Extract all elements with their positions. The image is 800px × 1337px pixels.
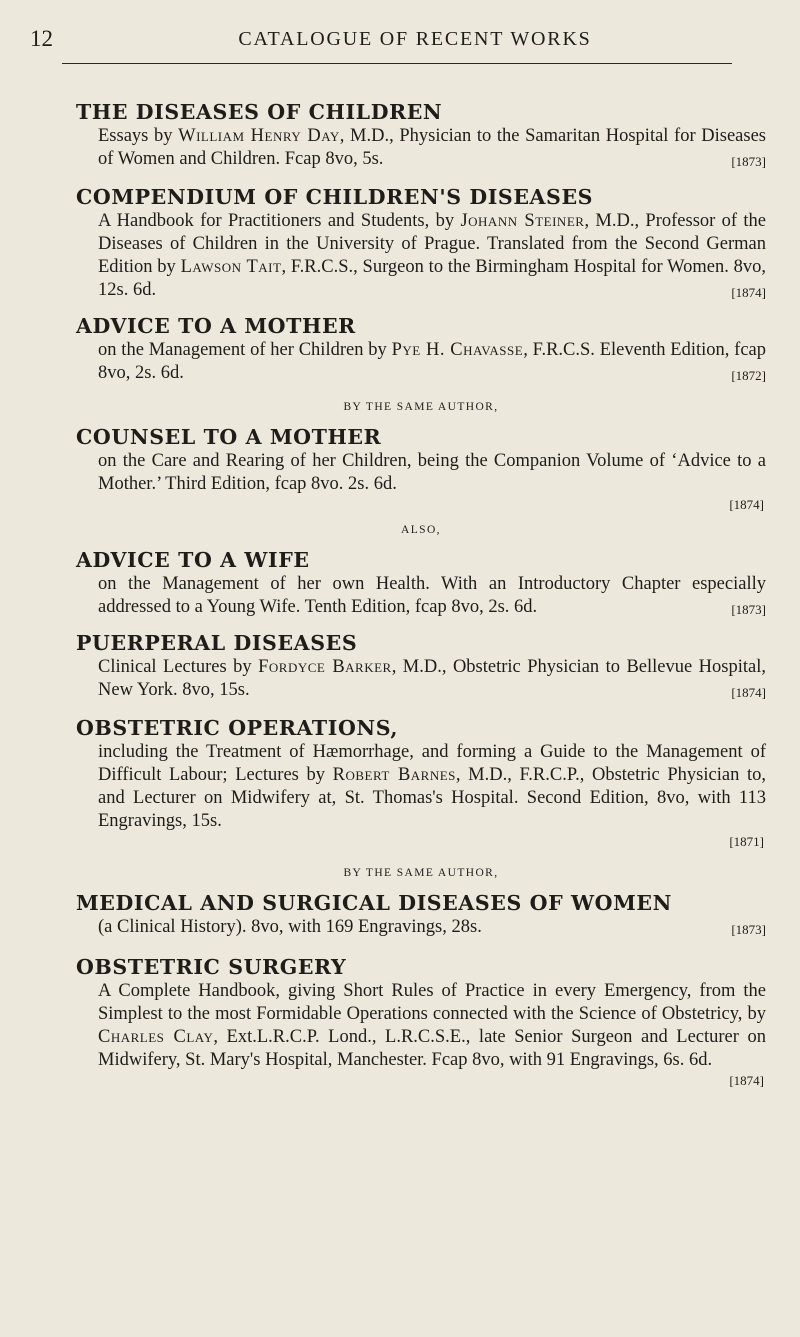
- entry-description: [76, 573, 766, 619]
- entry-title: COMPENDIUM OF CHILDREN'S DISEASES: [76, 185, 594, 209]
- entry-description: [76, 450, 766, 496]
- entry-description: [76, 339, 766, 385]
- entry-text: (a Clinical History). 8vo, with 169 Engravings, 28s.: [98, 917, 482, 937]
- running-head: [0, 26, 800, 56]
- entry-year: [1873]: [731, 154, 766, 169]
- entry-title: PUERPERAL DISEASES: [76, 631, 358, 655]
- entry-year: [1872]: [731, 368, 766, 383]
- entry-description: [76, 741, 766, 833]
- entry-text: , F.R.C.S. Eleventh Edition, fcap 8vo, 2s. 6d.: [98, 340, 767, 383]
- catalogue-entry: [76, 100, 766, 171]
- entry-text: , M.D., F.R.C.P., Obstetric Physician to, and Lecturer on Midwifery at, St. Thomas's Hospital. Second Edition, 8vo, with 113 Engravings, 15s.: [98, 765, 766, 831]
- page-number: 12: [30, 26, 53, 51]
- entry-translator: Lawson Tait: [180, 257, 282, 277]
- catalogue-entry: [76, 716, 766, 851]
- entry-text: , M.D., Obstetric Physician to Bellevue Hospital, New York. 8vo, 15s.: [98, 657, 766, 700]
- also-label: ALSO,: [401, 524, 441, 536]
- entry-year: [1874]: [731, 285, 766, 300]
- entry-description: [76, 916, 766, 939]
- by-same-author-label: BY THE SAME AUTHOR,: [343, 867, 499, 879]
- entry-year: [1873]: [731, 922, 766, 937]
- entry-title: OBSTETRIC OPERATIONS,: [76, 716, 399, 740]
- entry-text: on the Management of her Children by: [98, 340, 392, 360]
- entry-text: , Ext.L.R.C.P. Lond., L.R.C.S.E., late Senior Surgeon and Lecturer on Midwifery, St. Mary's Hospital, Manchester. Fcap 8vo, with 91 Engravings, 6s. 6d.: [98, 1027, 766, 1070]
- entry-description: [76, 656, 766, 702]
- header-rule: [62, 63, 732, 64]
- running-title: CATALOGUE OF RECENT WORKS: [238, 28, 592, 50]
- entry-text: A Complete Handbook, giving Short Rules of Practice in every Emergency, from the Simplest to the most Formidable Operations connected with the Science of Obstetricy, by: [98, 981, 766, 1024]
- entry-author: Charles Clay: [98, 1027, 214, 1047]
- entry-description: [76, 980, 766, 1072]
- entry-year: [1873]: [731, 602, 766, 617]
- entry-author: Fordyce Barker: [258, 657, 392, 677]
- entry-author: Pye H. Chavasse: [391, 340, 524, 360]
- entry-author: William Henry Day: [178, 126, 340, 146]
- entry-text: Clinical Lectures by: [98, 657, 259, 677]
- entry-text: on the Care and Rearing of her Children, being the Companion Volume of ‘Advice to a Mother.’ Third Edition, fcap 8vo. 2s. 6d.: [98, 451, 766, 494]
- entry-text: on the Management of her own Health. With an Introductory Chapter especially addressed to a Young Wife. Tenth Edition, fcap 8vo, 2s. 6d.: [98, 574, 766, 617]
- entry-title: THE DISEASES OF CHILDREN: [76, 100, 443, 124]
- entry-title: ADVICE TO A MOTHER: [76, 314, 356, 338]
- entry-text: Essays by: [98, 126, 179, 146]
- entry-description: [76, 125, 766, 171]
- entry-text: , F.R.C.S., Surgeon to the Birmingham Hospital for Women. 8vo, 12s. 6d.: [98, 257, 766, 300]
- entry-description: [76, 210, 766, 302]
- entry-year: [1874]: [729, 1073, 764, 1088]
- entry-title: ADVICE TO A WIFE: [76, 548, 310, 572]
- catalogue-entry: [76, 548, 766, 619]
- entry-title: OBSTETRIC SURGERY: [76, 955, 347, 979]
- entry-text: , M.D., Professor of the Diseases of Children in the University of Prague. Translated from the Second German Edition by: [98, 211, 767, 277]
- entry-author: Robert Barnes: [332, 765, 456, 785]
- catalogue-entry: [76, 955, 766, 1090]
- entry-title: MEDICAL AND SURGICAL DISEASES OF WOMEN: [76, 891, 672, 915]
- entry-text: A Handbook for Practitioners and Students, by: [98, 211, 461, 231]
- catalogue-entry: [76, 314, 766, 385]
- catalogue-entry: [76, 631, 766, 702]
- catalogue-entry: [76, 425, 766, 514]
- entry-text: , M.D., Physician to the Samaritan Hospital for Diseases of Women and Children. Fcap 8vo, 5s.: [98, 126, 766, 169]
- entry-year: [1874]: [731, 685, 766, 700]
- entry-year: [1874]: [729, 497, 764, 512]
- by-same-author-label: BY THE SAME AUTHOR,: [343, 401, 499, 413]
- catalogue-entries: [76, 100, 766, 1090]
- entry-title: COUNSEL TO A MOTHER: [76, 425, 382, 449]
- catalogue-entry: [76, 185, 766, 302]
- entry-year: [1871]: [729, 834, 764, 849]
- entry-text: including the Treatment of Hæmorrhage, and forming a Guide to the Management of Difficult Labour; Lectures by: [98, 742, 766, 785]
- catalogue-entry: [76, 891, 766, 939]
- entry-author: Johann Steiner: [460, 211, 585, 231]
